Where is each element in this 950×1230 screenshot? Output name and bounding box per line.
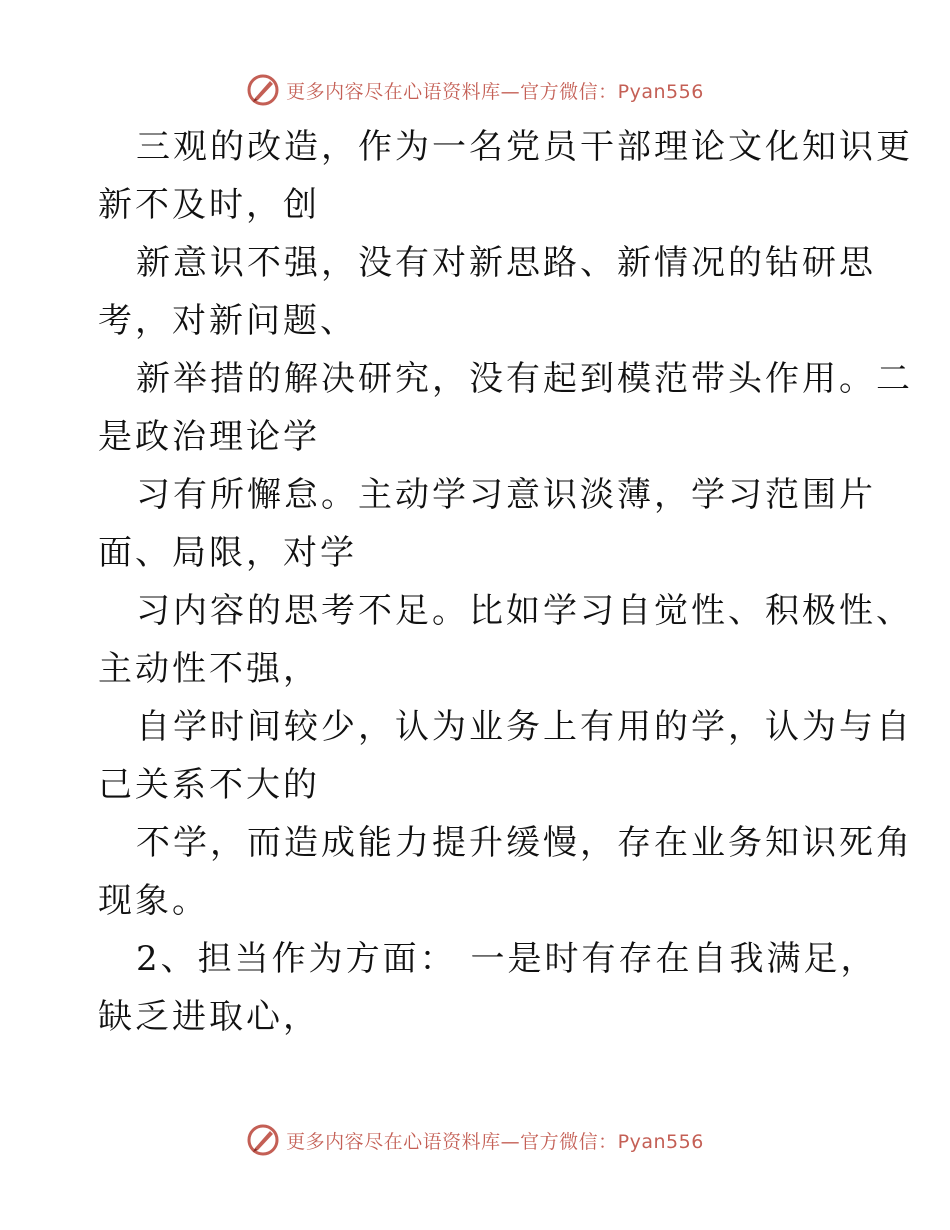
- watermark-text: 更多内容尽在心语资料库—官方微信：Pyan556: [286, 80, 704, 103]
- text-line: 面、局限，对学: [98, 533, 357, 573]
- text-line: 新举措的解决研究，没有起到模范带头作用。二: [136, 359, 913, 399]
- text-line: 习有所懈怠。主动学习意识淡薄，学习范围片: [136, 475, 876, 515]
- text-line: 2、担当作为方面： 一是时有存在自我满足，: [136, 939, 878, 979]
- header-watermark: [0, 70, 950, 110]
- text-line: 考，对新问题、: [98, 301, 357, 341]
- text-line: 主动性不强，: [98, 649, 320, 689]
- text-line: 己关系不大的: [98, 765, 320, 805]
- text-line: 缺乏进取心，: [98, 997, 320, 1037]
- pen-logo-icon: [246, 1123, 280, 1157]
- text-line: 新不及时，创: [98, 185, 320, 225]
- text-line: 是政治理论学: [98, 417, 320, 457]
- watermark-text: 更多内容尽在心语资料库—官方微信：Pyan556: [286, 1130, 704, 1153]
- text-line: 新意识不强，没有对新思路、新情况的钻研思: [136, 243, 876, 283]
- pen-logo-icon: [246, 73, 280, 107]
- text-line: 不学，而造成能力提升缓慢，存在业务知识死角: [136, 823, 913, 863]
- footer-watermark: [0, 1120, 950, 1160]
- text-line: 自学时间较少，认为业务上有用的学，认为与自: [136, 707, 913, 747]
- text-line: 三观的改造，作为一名党员干部理论文化知识更: [136, 127, 913, 167]
- document-body: [98, 118, 913, 1046]
- text-line: 现象。: [98, 881, 209, 921]
- text-line: 习内容的思考不足。比如学习自觉性、积极性、: [136, 591, 913, 631]
